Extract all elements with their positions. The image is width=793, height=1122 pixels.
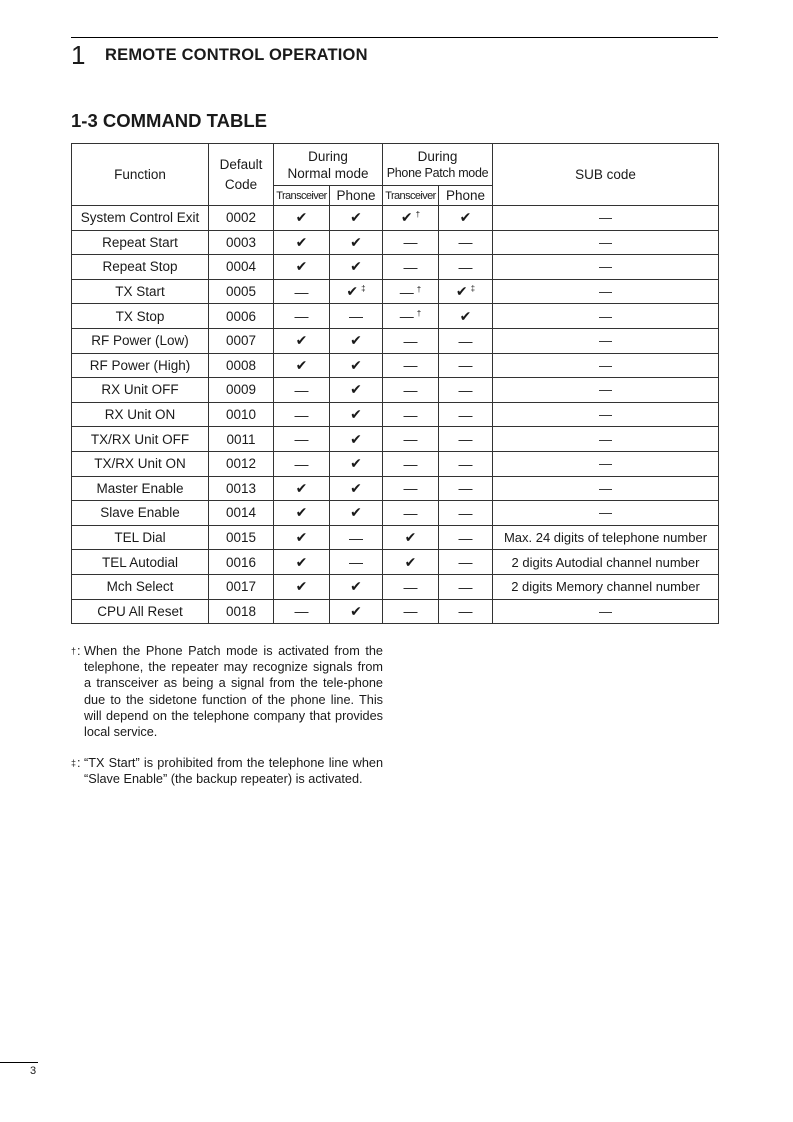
cell-normal-phone — [330, 476, 383, 501]
check-mark-icon: ✔ — [295, 553, 308, 570]
cell-sub-code: — — [493, 451, 719, 476]
check-mark-icon: ✔ — [350, 504, 362, 521]
cell-normal-transceiver — [274, 550, 330, 575]
table-row — [72, 353, 719, 378]
check-mark-icon: ✔ — [350, 602, 362, 619]
cell-default-code: 0011 — [209, 427, 274, 452]
check-mark-icon: ✔ — [350, 258, 362, 275]
footnote-dagger — [71, 643, 383, 740]
cell-default-code: 0016 — [209, 550, 274, 575]
cell-normal-phone — [330, 550, 383, 575]
cell-default-code: 0009 — [209, 378, 274, 403]
header-default-code-line2: Code — [224, 176, 258, 192]
header-normal-mode-line1: During — [308, 148, 348, 164]
cell-normal-phone — [330, 206, 383, 231]
check-mark-icon: ✔ — [295, 504, 308, 521]
dash-mark: — — [403, 258, 418, 275]
cell-normal-phone — [330, 451, 383, 476]
header-rule — [71, 37, 718, 38]
footnote-dagger-text — [77, 643, 383, 740]
check-mark-icon: ✔ — [350, 356, 362, 373]
cell-normal-phone — [330, 279, 383, 304]
cell-normal-transceiver — [274, 353, 330, 378]
footnote-double-dagger-body: “TX Start” is prohibited from the telephone line when “Slave Enable” (the backup repeater) is activated. — [84, 756, 383, 787]
dash-mark: — — [458, 504, 473, 521]
cell-sub-code: — — [493, 206, 719, 231]
dash-mark: — — [458, 554, 473, 571]
cell-sub-code: 2 digits Memory channel number — [493, 574, 719, 599]
cell-patch-transceiver — [383, 550, 439, 575]
header-normal-phone: Phone — [330, 186, 383, 206]
cell-normal-transceiver — [274, 501, 330, 526]
footer-rule — [0, 1062, 38, 1063]
cell-normal-transceiver — [274, 328, 330, 353]
check-mark-icon: ✔ — [350, 233, 362, 250]
cell-function: TX Stop — [72, 304, 209, 329]
cell-patch-transceiver — [383, 476, 439, 501]
check-mark-icon: ✔ — [455, 283, 468, 300]
table-row — [72, 427, 719, 452]
cell-sub-code: — — [493, 279, 719, 304]
cell-function: System Control Exit — [72, 206, 209, 231]
cell-sub-code: — — [493, 353, 719, 378]
cell-function: Mch Select — [72, 574, 209, 599]
cell-normal-phone — [330, 328, 383, 353]
cell-function: Repeat Start — [72, 230, 209, 255]
cell-function: Repeat Stop — [72, 255, 209, 280]
cell-patch-phone — [439, 206, 493, 231]
dash-mark: — — [403, 480, 418, 497]
cell-normal-transceiver — [274, 378, 330, 403]
header-phone-patch-mode — [383, 144, 493, 186]
cell-patch-phone — [439, 599, 493, 624]
chapter-number: 1 — [71, 40, 86, 70]
dash-mark: — — [403, 455, 418, 472]
cell-function: TEL Dial — [72, 525, 209, 550]
cell-function: TX Start — [72, 279, 209, 304]
cell-default-code: 0017 — [209, 574, 274, 599]
header-phone-patch-line2: Phone Patch mode — [386, 165, 489, 180]
table-row — [72, 378, 719, 403]
check-mark-icon: ✔ — [295, 209, 308, 226]
cell-sub-code: — — [493, 230, 719, 255]
check-mark-icon: ✔ — [350, 209, 362, 226]
header-normal-transceiver: Transceiver — [274, 186, 330, 206]
cell-sub-code: — — [493, 501, 719, 526]
cell-sub-code: — — [493, 304, 719, 329]
cell-patch-phone — [439, 328, 493, 353]
footnote-marker: ‡ — [361, 284, 366, 294]
cell-normal-phone — [330, 353, 383, 378]
dash-mark: — — [403, 332, 418, 349]
dash-mark: — — [403, 504, 418, 521]
table-row — [72, 304, 719, 329]
cell-patch-transceiver — [383, 230, 439, 255]
table-row — [72, 279, 719, 304]
dash-mark: — — [403, 603, 418, 620]
cell-normal-transceiver — [274, 402, 330, 427]
dash-mark: — — [403, 357, 418, 374]
cell-sub-code: — — [493, 427, 719, 452]
cell-patch-transceiver — [383, 255, 439, 280]
dash-mark: — — [403, 578, 418, 595]
cell-patch-phone — [439, 402, 493, 427]
cell-patch-phone — [439, 279, 493, 304]
cell-default-code: 0013 — [209, 476, 274, 501]
cell-default-code: 0012 — [209, 451, 274, 476]
cell-patch-transceiver — [383, 427, 439, 452]
dash-mark: — — [403, 431, 418, 448]
cell-function: RF Power (High) — [72, 353, 209, 378]
dash-mark: — — [403, 234, 418, 251]
dash-mark: — — [294, 455, 309, 472]
dash-mark: — — [458, 455, 473, 472]
cell-function: TEL Autodial — [72, 550, 209, 575]
table-row — [72, 574, 719, 599]
cell-function: Master Enable — [72, 476, 209, 501]
cell-function: RF Power (Low) — [72, 328, 209, 353]
check-mark-icon: ✔ — [404, 553, 417, 570]
check-mark-icon: ✔ — [295, 258, 308, 275]
cell-patch-transceiver — [383, 599, 439, 624]
cell-normal-phone — [330, 525, 383, 550]
cell-normal-phone — [330, 378, 383, 403]
cell-default-code: 0005 — [209, 279, 274, 304]
cell-patch-phone — [439, 255, 493, 280]
cell-function: CPU All Reset — [72, 599, 209, 624]
table-row — [72, 599, 719, 624]
cell-normal-transceiver — [274, 599, 330, 624]
cell-sub-code: — — [493, 255, 719, 280]
dash-mark: — — [458, 381, 473, 398]
cell-patch-transceiver — [383, 206, 439, 231]
cell-function: TX/RX Unit ON — [72, 451, 209, 476]
dash-mark: — — [349, 529, 363, 546]
header-default-code — [209, 144, 274, 206]
cell-patch-transceiver — [383, 451, 439, 476]
dash-mark: — — [403, 381, 418, 398]
dash-mark: — — [399, 283, 414, 300]
table-row — [72, 230, 719, 255]
cell-sub-code: — — [493, 599, 719, 624]
cell-sub-code: — — [493, 328, 719, 353]
check-mark-icon: ✔ — [295, 578, 308, 595]
cell-patch-phone — [439, 550, 493, 575]
command-table-body — [72, 206, 719, 624]
check-mark-icon: ✔ — [404, 529, 417, 546]
footnote-marker: † — [415, 210, 421, 220]
table-row — [72, 402, 719, 427]
dash-mark: — — [458, 431, 473, 448]
cell-patch-phone — [439, 304, 493, 329]
dash-mark: — — [349, 308, 363, 325]
cell-normal-phone — [330, 599, 383, 624]
cell-normal-transceiver — [274, 476, 330, 501]
footnote-dagger-sep: : — [77, 644, 81, 658]
cell-normal-phone — [330, 255, 383, 280]
cell-normal-transceiver — [274, 230, 330, 255]
cell-default-code: 0008 — [209, 353, 274, 378]
footnote-double-dagger-sep: : — [77, 756, 81, 770]
footnote-dagger-body: When the Phone Patch mode is activated from the telephone, the repeater may recognize signals from a transceiver as being a signal from the tele-phone due to the sidetone function of the phone line. This will depend on the telephone company that provides local service. — [84, 644, 383, 740]
cell-default-code: 0004 — [209, 255, 274, 280]
dash-mark: — — [458, 332, 473, 349]
cell-default-code: 0006 — [209, 304, 274, 329]
cell-normal-transceiver — [274, 255, 330, 280]
table-row — [72, 206, 719, 231]
cell-normal-phone — [330, 501, 383, 526]
check-mark-icon: ✔ — [459, 209, 472, 226]
cell-patch-transceiver — [383, 279, 439, 304]
footnote-marker: † — [416, 309, 422, 319]
cell-patch-phone — [439, 353, 493, 378]
dash-mark: — — [294, 406, 309, 423]
dash-mark: — — [294, 308, 309, 325]
cell-normal-phone — [330, 402, 383, 427]
cell-function: TX/RX Unit OFF — [72, 427, 209, 452]
check-mark-icon: ✔ — [350, 381, 362, 398]
dash-mark: — — [458, 603, 473, 620]
check-mark-icon: ✔ — [350, 332, 362, 349]
cell-patch-transceiver — [383, 378, 439, 403]
cell-function: RX Unit OFF — [72, 378, 209, 403]
command-table — [71, 143, 719, 624]
footnote-double-dagger-text — [77, 755, 383, 787]
table-row — [72, 328, 719, 353]
check-mark-icon: ✔ — [346, 283, 359, 300]
check-mark-icon: ✔ — [350, 430, 362, 447]
cell-normal-transceiver — [274, 574, 330, 599]
cell-patch-phone — [439, 476, 493, 501]
check-mark-icon: ✔ — [295, 332, 308, 349]
cell-patch-phone — [439, 574, 493, 599]
dash-mark: — — [458, 578, 473, 595]
dash-mark: — — [294, 283, 309, 300]
dash-mark: — — [403, 406, 418, 423]
table-row — [72, 255, 719, 280]
footnote-dagger-symbol: † — [71, 646, 77, 656]
cell-normal-phone — [330, 574, 383, 599]
section-title: 1-3 COMMAND TABLE — [71, 110, 267, 131]
dash-mark: — — [399, 308, 414, 325]
cell-normal-transceiver — [274, 451, 330, 476]
cell-patch-transceiver — [383, 501, 439, 526]
check-mark-icon: ✔ — [350, 479, 362, 496]
cell-patch-phone — [439, 525, 493, 550]
cell-patch-phone — [439, 501, 493, 526]
footnote-double-dagger-symbol: ‡ — [71, 758, 77, 768]
header-function: Function — [72, 144, 209, 206]
table-row — [72, 501, 719, 526]
header-sub-code: SUB code — [493, 144, 719, 206]
dash-mark: — — [458, 406, 473, 423]
cell-normal-phone — [330, 230, 383, 255]
footnote-marker: † — [416, 284, 422, 294]
cell-default-code: 0002 — [209, 206, 274, 231]
check-mark-icon: ✔ — [400, 209, 413, 226]
cell-sub-code: Max. 24 digits of telephone number — [493, 525, 719, 550]
cell-sub-code: 2 digits Autodial channel number — [493, 550, 719, 575]
cell-normal-transceiver — [274, 525, 330, 550]
header-normal-mode-line2: Normal mode — [287, 165, 369, 181]
header-default-code-line1: Default — [219, 156, 263, 172]
table-row — [72, 451, 719, 476]
header-phone-patch-line1: During — [417, 148, 458, 164]
table-row — [72, 476, 719, 501]
cell-default-code: 0018 — [209, 599, 274, 624]
page-number: 3 — [30, 1065, 37, 1077]
cell-default-code: 0015 — [209, 525, 274, 550]
dash-mark: — — [458, 234, 473, 251]
cell-patch-transceiver — [383, 304, 439, 329]
cell-patch-phone — [439, 451, 493, 476]
check-mark-icon: ✔ — [459, 307, 472, 324]
footnote-marker: ‡ — [470, 284, 476, 294]
dash-mark: — — [458, 258, 473, 275]
dash-mark: — — [458, 357, 473, 374]
check-mark-icon: ✔ — [295, 233, 308, 250]
cell-patch-transceiver — [383, 402, 439, 427]
header-patch-phone: Phone — [439, 186, 493, 206]
cell-function: Slave Enable — [72, 501, 209, 526]
dash-mark: — — [349, 554, 363, 571]
cell-default-code: 0014 — [209, 501, 274, 526]
cell-patch-transceiver — [383, 328, 439, 353]
check-mark-icon: ✔ — [350, 406, 362, 423]
cell-patch-phone — [439, 230, 493, 255]
table-header-row — [72, 144, 719, 186]
check-mark-icon: ✔ — [295, 529, 308, 546]
cell-sub-code: — — [493, 378, 719, 403]
footnote-double-dagger — [71, 755, 383, 787]
dash-mark: — — [294, 431, 309, 448]
dash-mark: — — [458, 529, 473, 546]
check-mark-icon: ✔ — [350, 455, 362, 472]
cell-sub-code: — — [493, 476, 719, 501]
dash-mark: — — [458, 480, 473, 497]
cell-patch-transceiver — [383, 525, 439, 550]
cell-normal-transceiver — [274, 206, 330, 231]
cell-sub-code: — — [493, 402, 719, 427]
cell-normal-transceiver — [274, 279, 330, 304]
header-normal-mode — [274, 144, 383, 186]
table-row — [72, 550, 719, 575]
cell-normal-phone — [330, 427, 383, 452]
header-patch-transceiver: Transceiver — [383, 186, 439, 206]
check-mark-icon: ✔ — [295, 479, 308, 496]
chapter-title: REMOTE CONTROL OPERATION — [105, 46, 368, 64]
cell-patch-transceiver — [383, 574, 439, 599]
cell-patch-phone — [439, 378, 493, 403]
cell-default-code: 0007 — [209, 328, 274, 353]
cell-normal-transceiver — [274, 427, 330, 452]
cell-function: RX Unit ON — [72, 402, 209, 427]
cell-normal-phone — [330, 304, 383, 329]
dash-mark: — — [294, 603, 309, 620]
table-row — [72, 525, 719, 550]
check-mark-icon: ✔ — [295, 356, 308, 373]
cell-normal-transceiver — [274, 304, 330, 329]
dash-mark: — — [294, 381, 309, 398]
check-mark-icon: ✔ — [350, 578, 362, 595]
cell-patch-transceiver — [383, 353, 439, 378]
cell-default-code: 0010 — [209, 402, 274, 427]
cell-patch-phone — [439, 427, 493, 452]
cell-default-code: 0003 — [209, 230, 274, 255]
